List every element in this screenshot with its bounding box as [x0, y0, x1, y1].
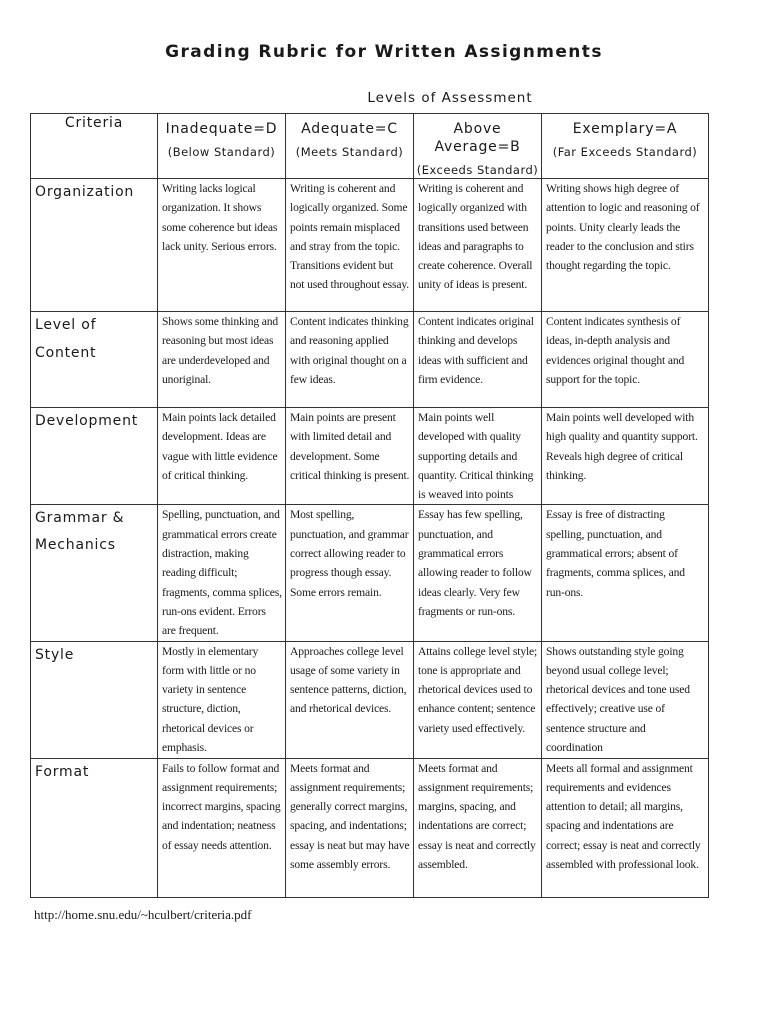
criteria-header: Criteria: [31, 114, 158, 179]
rubric-cell-b: Main points well developed with quality supporting details and quantity. Critical thinking is weaved into points: [414, 408, 542, 505]
rubric-cell-b: Content indicates original thinking and develops ideas with sufficient and firm evidence.: [414, 312, 542, 408]
rubric-cell-c: Most spelling, punctuation, and grammar correct allowing reader to progress though essay. Some errors remain.: [286, 505, 414, 641]
level-name: Above Average=B: [434, 121, 521, 155]
header-row: [31, 114, 709, 179]
level-header-a: [542, 114, 709, 179]
level-standard: (Below Standard): [167, 145, 276, 159]
level-standard: (Far Exceeds Standard): [552, 145, 698, 159]
rubric-cell-a: Main points well developed with high quality and quantity support. Reveals high degree of critical thinking.: [542, 408, 709, 505]
rubric-cell-b: Meets format and assignment requirements; margins, spacing, and indentations are correct; essay is neat and correctly assembled.: [414, 758, 542, 897]
row-development: [31, 408, 709, 505]
level-name: Exemplary=A: [572, 121, 678, 137]
row-organization: [31, 179, 709, 312]
rubric-cell-d: Writing lacks logical organization. It shows some coherence but ideas lack unity. Serious errors.: [158, 179, 286, 312]
rubric-cell-c: Approaches college level usage of some variety in sentence patterns, diction, and rhetorical devices.: [286, 641, 414, 758]
level-header-d: [158, 114, 286, 179]
level-name: Inadequate=D: [165, 121, 278, 137]
rubric-cell-c: Main points are present with limited detail and development. Some critical thinking is present.: [286, 408, 414, 505]
level-standard: (Meets Standard): [295, 145, 404, 159]
page-title: Grading Rubric for Written Assignments: [165, 42, 603, 62]
rubric-cell-c: Writing is coherent and logically organized. Some points remain misplaced and stray from the topic. Transitions evident but not used throughout essay.: [286, 179, 414, 312]
level-name: Adequate=C: [301, 121, 398, 137]
row-level-of-content: [31, 312, 709, 408]
level-header-c: [286, 114, 414, 179]
levels-of-assessment-label: Levels of Assessment: [367, 90, 533, 106]
level-standard: (Exceeds Standard): [416, 163, 539, 177]
rubric-cell-a: Essay is free of distracting spelling, punctuation, and grammatical errors; absent of fragments, comma splices, and run-ons.: [542, 505, 709, 641]
rubric-cell-d: Fails to follow format and assignment requirements; incorrect margins, spacing and indentation; neatness of essay needs attention.: [158, 758, 286, 897]
rubric-cell-d: Main points lack detailed development. Ideas are vague with little evidence of critical thinking.: [158, 408, 286, 505]
criterion-label: Grammar & Mechanics: [31, 505, 158, 641]
level-header-b: [414, 114, 542, 179]
rubric-cell-a: Meets all formal and assignment requirements and evidences attention to detail; all margins, spacing and indentations are correct; essay is neat and correctly assembled with professional look.: [542, 758, 709, 897]
rubric-cell-a: Writing shows high degree of attention to logic and reasoning of points. Unity clearly leads the reader to the conclusion and stirs thought regarding the topic.: [542, 179, 709, 312]
criterion-label: Development: [31, 408, 158, 505]
rubric-cell-d: Shows some thinking and reasoning but most ideas are underdeveloped and unoriginal.: [158, 312, 286, 408]
source-url: http://home.snu.edu/~hculbert/criteria.pdf: [34, 907, 252, 922]
row-style: [31, 641, 709, 758]
rubric-cell-c: Meets format and assignment requirements; generally correct margins, spacing, and indentations; essay is neat but may have some assembly errors.: [286, 758, 414, 897]
criterion-label: Style: [31, 641, 158, 758]
rubric-cell-d: Mostly in elementary form with little or no variety in sentence structure, diction, rhetorical devices or emphasis.: [158, 641, 286, 758]
row-grammar-mechanics: [31, 505, 709, 641]
rubric-cell-b: Essay has few spelling, punctuation, and grammatical errors allowing reader to follow ideas clearly. Very few fragments or run-ons.: [414, 505, 542, 641]
rubric-table: [30, 113, 709, 898]
rubric-cell-b: Writing is coherent and logically organized with transitions used between ideas and paragraphs to create coherence. Overall unity of ideas is present.: [414, 179, 542, 312]
row-format: [31, 758, 709, 897]
rubric-cell-b: Attains college level style; tone is appropriate and rhetorical devices used to enhance content; sentence variety used effectively.: [414, 641, 542, 758]
criterion-label: Format: [31, 758, 158, 897]
rubric-cell-a: Content indicates synthesis of ideas, in-depth analysis and evidences original thought and support for the topic.: [542, 312, 709, 408]
rubric-cell-d: Spelling, punctuation, and grammatical errors create distraction, making reading difficult; fragments, comma splices, run-ons evident. Errors are frequent.: [158, 505, 286, 641]
criterion-label: Level of Content: [31, 312, 158, 408]
rubric-cell-a: Shows outstanding style going beyond usual college level; rhetorical devices and tone used effectively; creative use of sentence structure and coordination: [542, 641, 709, 758]
rubric-cell-c: Content indicates thinking and reasoning applied with original thought on a few ideas.: [286, 312, 414, 408]
criterion-label: Organization: [31, 179, 158, 312]
